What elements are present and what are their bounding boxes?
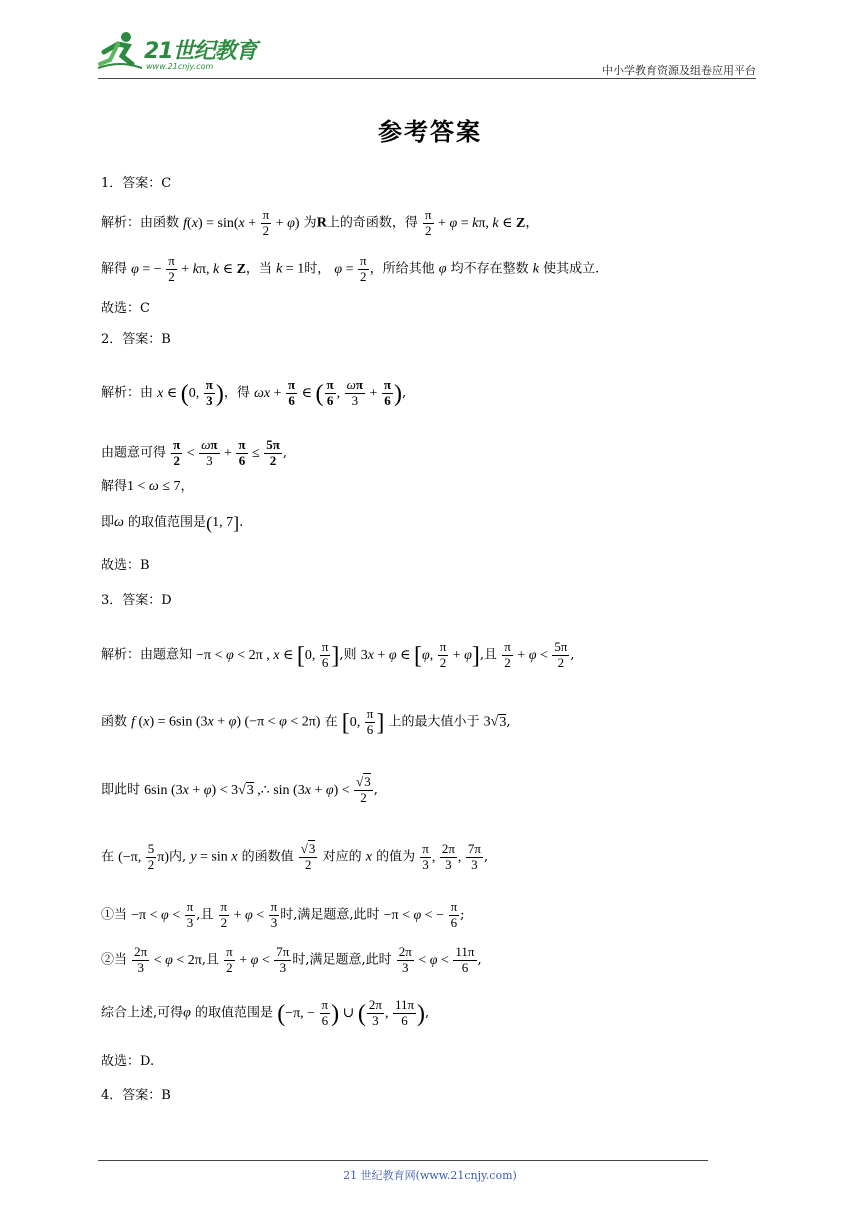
q2-analysis-line1: 解析：由 x ∈ (0, $\frac{\pi}{3}$ )，得 ωx + $\frac{\pi}{6}$ ∈ ( $\frac{\pi}{6}$ , $\frac{\omega\pi}{3}$ + $\frac{\pi}{6}$ ), [101, 377, 407, 408]
page-title: 参考答案 [378, 118, 482, 146]
q3-text: 的函数值 [241, 849, 294, 865]
q1-text: 使其成立. [543, 261, 600, 277]
q1-formula: k = 1 [276, 261, 305, 277]
q3-formula: $\frac{√3}{2}$ [300, 841, 316, 872]
q3-analysis-line3: 即此时 6sin (3x + φ) < 3√3 ,∴ sin (3x + φ) < $\frac{√3}{2}$ , [101, 774, 378, 805]
header-divider [98, 78, 756, 79]
q1-formula: φ = $\frac{\pi}{2}$ [334, 253, 367, 284]
q3-text: 对应的 [322, 849, 362, 865]
q3-formula: (−π, − $\frac{\pi}{6}$ ) ∪ ( $\frac{2\pi}{3}$ , $\frac{11\pi}{6}$ ) [277, 997, 426, 1028]
q3-formula: 3x + φ ∈ [φ, $\frac{\pi}{2}$ + φ] [360, 639, 480, 670]
q2-formula: x ∈ (0, $\frac{\pi}{3}$ ) [157, 377, 224, 408]
runner-logo-icon [98, 30, 142, 70]
q1-text: 为 [303, 215, 317, 231]
q3-analysis-line1: 解析：由题意知 −π < φ < 2π , x ∈ [0, $\frac{\pi}{6}$ ],则 3x + φ ∈ [φ, $\frac{\pi}{2}$ + φ],且 $\frac{\pi}{2}$ + φ < $\frac{5\pi}{2}$ , [101, 639, 575, 670]
q3-analysis-line4: 在 (−π, $\frac{5}{2}$ π)内, y = sin x 的函数值 $\frac{√3}{2}$ 对应的 x 的值为 $\frac{\pi}{3}$ , $\frac{2\pi}{3}$ , $\frac{7\pi}{3}$ , [101, 841, 489, 872]
q2-formula: (1, 7] [206, 513, 240, 533]
q2-formula: $\frac{\pi}{2}$ < $\frac{\omega\pi}{3}$ + $\frac{\pi}{6}$ ≤ $\frac{5\pi}{2}$ [173, 437, 280, 468]
q3-analysis-line2: 函数 f (x) = 6sin (3x + φ) (−π < φ < 2π) 在 [0, $\frac{\pi}{6}$ ] 上的最大值小于 3√3, [101, 706, 511, 737]
q3-formula: $\frac{\pi}{2}$ + φ < $\frac{\pi}{3}$ [220, 899, 278, 930]
q3-text: 综合上述,可得 [101, 1005, 184, 1021]
q3-formula: $\frac{\pi}{3}$ , $\frac{2\pi}{3}$ , $\frac{7\pi}{3}$ [422, 841, 481, 872]
q4-answer: 4．答案：B [101, 1088, 171, 1103]
q2-text: 即 [101, 515, 115, 531]
q2-text: 由题意可得 [101, 445, 167, 461]
q3-formula: $\frac{\pi}{2}$ + φ < $\frac{5\pi}{2}$ [504, 639, 568, 670]
header-slogan: 中小学教育资源及组卷应用平台 [602, 64, 756, 77]
q2-text: 的取值范围是 [128, 515, 207, 531]
q1-formula: $\frac{\pi}{2}$ + φ = kπ, k ∈ Z [424, 207, 526, 238]
q3-formula: $\frac{2\pi}{3}$ < φ < $\frac{11\pi}{6}$ [398, 944, 475, 975]
q3-text: 上的最大值小于 [388, 714, 480, 730]
q2-formula: ωx + $\frac{\pi}{6}$ ∈ ( $\frac{\pi}{6}$ , $\frac{\omega\pi}{3}$ + $\frac{\pi}{6}$ ) [254, 377, 403, 408]
q1-text: 时， [304, 261, 331, 277]
q3-answer: 3．答案：D [101, 593, 172, 608]
q2-choice: 故选：B [101, 558, 150, 573]
q3-text: ①当 [101, 907, 128, 923]
q3-formula: $\frac{2\pi}{3}$ < φ < 2π [134, 944, 202, 975]
q3-text: 解析：由题意知 [101, 647, 193, 663]
logo-text: 21世纪教育 [144, 39, 257, 64]
q3-choice: 故选：D. [101, 1054, 155, 1069]
q2-text: 解得 [101, 479, 128, 494]
q3-text: 在 [324, 714, 338, 730]
q3-formula: 3√3 [483, 714, 507, 730]
footer-divider [98, 1160, 708, 1161]
q3-text: ,且 [479, 647, 498, 663]
q3-text: 的值为 [376, 849, 416, 865]
logo-url: www.21cnjy.com [146, 62, 214, 71]
footer-text: 21 世纪教育网(www.21cnjy.com) [343, 1169, 517, 1182]
q1-analysis-line1: 解析：由函数 f(x) = sin(x + $\frac{\pi}{2}$ + φ) 为R上的奇函数，得 $\frac{\pi}{2}$ + φ = kπ, k ∈ Z， [101, 207, 539, 238]
q3-text: 的取值范围是 [195, 1005, 274, 1021]
q3-formula: 6sin (3x + φ) < 3√3 ,∴ sin (3x + φ) < $\frac{√3}{2}$ [144, 774, 371, 805]
q2-analysis-line2: 由题意可得 $\frac{\pi}{2}$ < $\frac{\omega\pi}{3}$ + $\frac{\pi}{6}$ ≤ $\frac{5\pi}{2}$ , [101, 437, 287, 468]
q3-formula: −π < φ < − $\frac{\pi}{6}$ [383, 899, 458, 930]
q2-formula: 1 < ω ≤ 7 [127, 479, 181, 494]
q1-text: 解析：由函数 [101, 215, 180, 231]
q3-formula: −π < φ < $\frac{\pi}{3}$ [131, 899, 194, 930]
q1-text: ，当 [245, 261, 272, 277]
q3-text: ,且 [201, 952, 219, 968]
q1-answer: 1．答案：C [101, 176, 172, 191]
q3-text: ,则 [339, 647, 357, 663]
site-logo [98, 28, 268, 76]
q3-text: 函数 [101, 714, 128, 730]
q3-formula: $\frac{\pi}{2}$ + φ < $\frac{7\pi}{3}$ [226, 944, 290, 975]
q1-text: 上的奇函数，得 [326, 215, 418, 231]
q1-text: 解得 [101, 261, 128, 277]
q2-answer: 2．答案：B [101, 332, 171, 347]
q3-text: ,且 [196, 907, 214, 923]
q2-text: ，得 [223, 385, 250, 401]
q3-formula: y = sin x [190, 849, 238, 865]
q2-text: 解析：由 [101, 385, 154, 401]
q1-choice: 故选：C [101, 301, 150, 316]
q1-formula: φ = − $\frac{\pi}{2}$ + kπ, k ∈ Z [131, 253, 246, 284]
q3-analysis-line5: ①当 −π < φ < $\frac{\pi}{3}$ ,且 $\frac{\pi}{2}$ + φ < $\frac{\pi}{3}$ 时,满足题意,此时 −π < φ < − $\frac{\pi}{6}$ ; [101, 899, 465, 930]
q3-formula: −π < φ < 2π , x ∈ [0, $\frac{\pi}{6}$ ] [196, 639, 340, 670]
q3-formula: f (x) = 6sin (3x + φ) (−π < φ < 2π) [131, 714, 321, 730]
q1-formula: f(x) = sin(x + $\frac{\pi}{2}$ + φ) [183, 207, 300, 238]
q2-analysis-line3: 解得1 < ω ≤ 7， [101, 479, 194, 494]
page-header [98, 28, 756, 80]
q3-text: 内, [169, 849, 187, 865]
q3-text: 在 [101, 849, 115, 865]
q1-text: ，所给其他 [369, 261, 435, 277]
q3-analysis-line7: 综合上述,可得φ 的取值范围是 (−π, − $\frac{\pi}{6}$ ) ∪ ( $\frac{2\pi}{3}$ , $\frac{11\pi}{6}$ ), [101, 997, 430, 1028]
q1-analysis-line2: 解得 φ = − $\frac{\pi}{2}$ + kπ, k ∈ Z，当 k = 1时， φ = $\frac{\pi}{2}$ ，所给其他 φ 均不存在整数 k 使其成立. [101, 253, 600, 284]
q3-text: 即此时 [101, 782, 141, 798]
q1-text: 均不存在整数 [450, 261, 529, 277]
q3-text: 时,满足题意,此时 [292, 952, 392, 968]
q3-analysis-line6: ②当 $\frac{2\pi}{3}$ < φ < 2π,且 $\frac{\pi}{2}$ + φ < $\frac{7\pi}{3}$ 时,满足题意,此时 $\frac{2\pi}{3}$ < φ < $\frac{11\pi}{6}$ , [101, 944, 482, 975]
q3-text: 时,满足题意,此时 [280, 907, 380, 923]
q3-formula: [0, $\frac{\pi}{6}$ ] [341, 706, 385, 737]
q3-formula: (−π, $\frac{5}{2}$ π) [118, 841, 170, 872]
q2-analysis-line4: 即ω 的取值范围是(1, 7]. [101, 513, 244, 533]
q3-text: ②当 [101, 952, 128, 968]
